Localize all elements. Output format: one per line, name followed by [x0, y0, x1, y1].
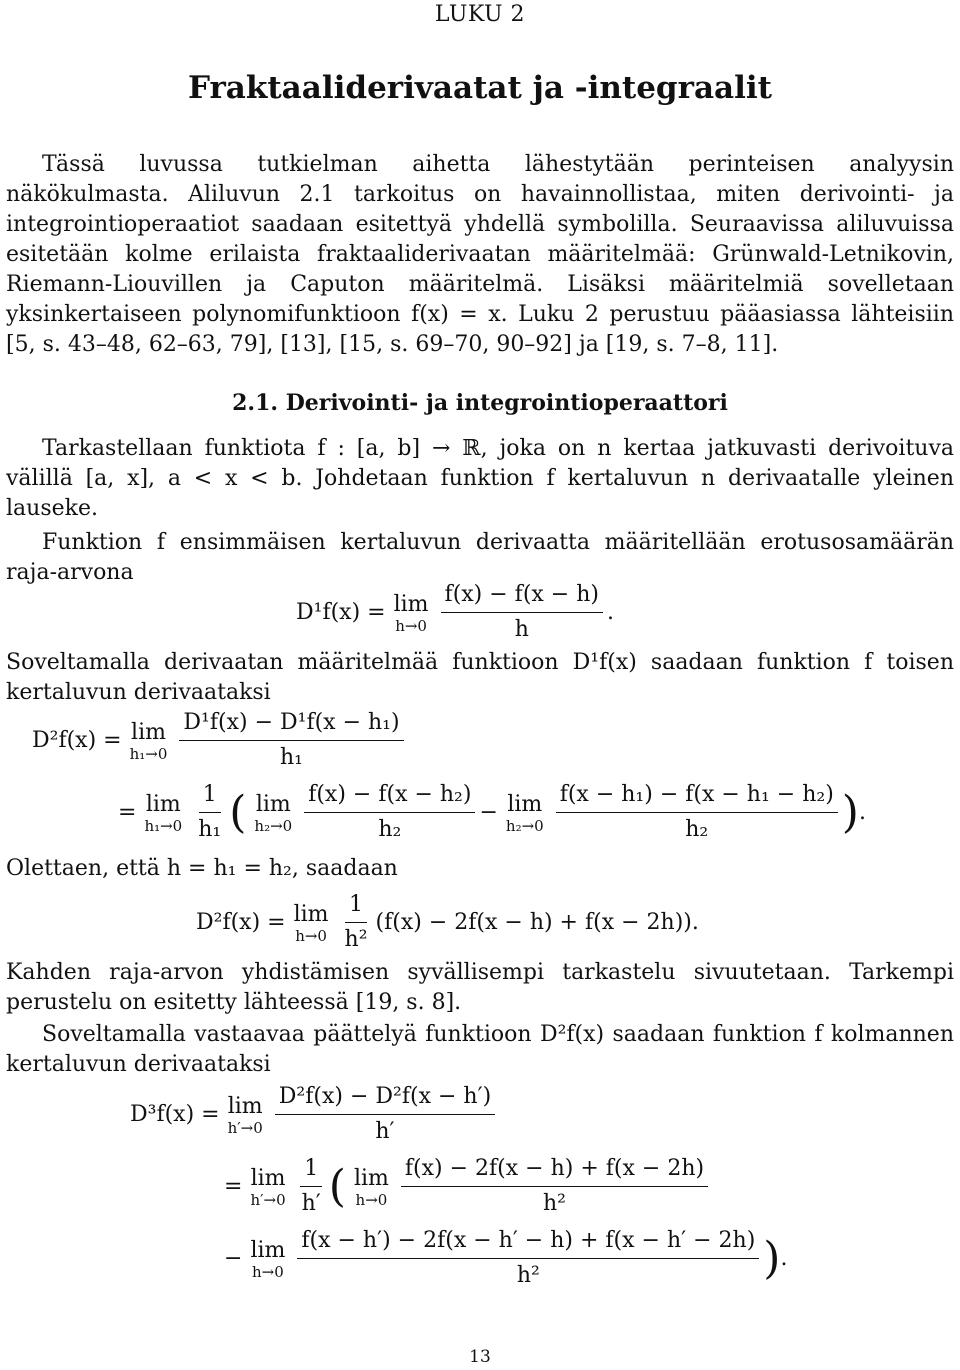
limit-operator	[294, 902, 329, 944]
section-paragraph-2: Funktion f ensimmäisen kertaluvun derivaatta määritellään erotusosamäärän raja-arvona	[6, 530, 954, 585]
numerator: f(x) − 2f(x − h) + f(x − 2h)	[401, 1154, 708, 1187]
eq-tail: .	[780, 1246, 788, 1271]
page-number: 13	[469, 1347, 491, 1367]
eq-lhs: D²f(x) =	[32, 728, 122, 753]
lim-word: lim	[293, 901, 329, 927]
section-paragraph-5: Kahden raja-arvon yhdistämisen syvällisempi tarkastelu sivuutetaan. Tarkempi perustelu on esitetty lähteessä [19, s. 8].	[6, 960, 954, 1015]
fraction	[401, 1154, 708, 1219]
limit-operator	[506, 792, 544, 834]
lim-subscript: h→0	[295, 926, 327, 945]
eq-sign: =	[118, 800, 137, 825]
eq-rhs: (f(x) − 2f(x − h) + f(x − 2h)).	[375, 910, 699, 935]
equation-second-derivative-combined	[196, 890, 699, 955]
limit-operator	[354, 1166, 389, 1208]
denominator: h₂	[685, 817, 709, 842]
equation-second-derivative-expanded	[118, 780, 866, 845]
fraction	[194, 780, 225, 845]
denominator: h₂	[378, 817, 402, 842]
fraction	[297, 1226, 759, 1291]
numerator: f(x) − f(x − h₂)	[304, 780, 475, 813]
numerator: f(x − h′) − 2f(x − h′ − h) + f(x − h′ − 2h)	[297, 1226, 759, 1259]
denominator: h₁	[280, 745, 303, 770]
lim-word: lim	[255, 791, 291, 817]
lim-subscript: h₁→0	[144, 816, 183, 835]
limit-operator	[250, 1166, 285, 1208]
fraction	[441, 580, 603, 645]
fraction	[298, 1154, 325, 1219]
section-paragraph-4: Olettaen, että h = h₁ = h₂, saadaan	[6, 856, 398, 881]
equation-first-derivative	[296, 580, 614, 645]
intro-paragraph: Tässä luvussa tutkielman aihetta lähestytään perinteisen analyysin näkökulmasta. Aliluvun 2.1 tarkoitus on havainnollistaa, miten derivointi- ja integrointioperaatiot saadaan esitettyä yhdellä symbolilla. Seuraavissa aliluvuissa esitetään kolme erilaista fraktaaliderivaatan määritelmää: Grünwald-Letnikovin, Riemann-Liouvillen ja Caputon määritelmä. Lisäksi määritelmiä sovelletaan yksinkertaiseen polynomifunktioon f(x) = x. Luku 2 perustuu pääasiassa lähteisiin [5, s. 43–48, 62–63, 79], [13], [15, s. 69–70, 90–92] ja [19, s. 7–8, 11].	[6, 152, 954, 357]
denominator: h′	[375, 1119, 395, 1144]
numerator: 1	[345, 890, 367, 923]
fraction	[304, 780, 475, 845]
section-paragraph-6: Soveltamalla vastaavaa päättelyä funktioon D²f(x) saadaan funktion f kolmannen kertaluvun derivaataksi	[6, 1022, 954, 1077]
denominator: h²	[542, 1191, 566, 1216]
lim-word: lim	[393, 591, 429, 617]
denominator: h²	[516, 1263, 540, 1288]
numerator: 1	[199, 780, 221, 813]
section-paragraph-1: Tarkastellaan funktiota f : [a, b] → ℝ, joka on n kertaa jatkuvasti derivoituva välillä [a, x], a < x < b. Johdetaan funktion f kertaluvun n derivaatalle yleinen lauseke.	[6, 436, 954, 521]
lim-word: lim	[145, 791, 181, 817]
numerator: 1	[300, 1154, 322, 1187]
open-paren: (	[229, 786, 247, 838]
lim-subscript: h₂→0	[254, 816, 293, 835]
close-paren: )	[763, 1232, 781, 1284]
open-paren: (	[328, 1160, 346, 1212]
limit-operator	[250, 1238, 285, 1280]
lim-subscript: h₁→0	[129, 744, 168, 763]
equation-second-derivative	[32, 708, 408, 773]
lim-word: lim	[507, 791, 543, 817]
eq-lhs: D²f(x) =	[196, 910, 286, 935]
numerator: D²f(x) − D²f(x − h′)	[275, 1082, 495, 1115]
limit-operator	[254, 792, 292, 834]
eq-lhs: D³f(x) =	[130, 1102, 220, 1127]
numerator: f(x) − f(x − h)	[441, 580, 603, 613]
section-paragraph-3: Soveltamalla derivaatan määritelmää funktioon D¹f(x) saadaan funktion f toisen kertaluvun derivaataksi	[6, 650, 954, 705]
running-head: LUKU 2	[434, 2, 526, 27]
limit-operator	[144, 792, 182, 834]
limit-operator	[130, 720, 168, 762]
lim-subscript: h′→0	[250, 1190, 286, 1209]
lim-subscript: h′→0	[227, 1118, 263, 1137]
equation-third-derivative	[130, 1082, 499, 1147]
equation-third-derivative-expanded	[224, 1154, 712, 1219]
lim-subscript: h→0	[355, 1190, 388, 1209]
chapter-title: Fraktaaliderivaatat ja -integraalit	[188, 70, 772, 106]
minus-sign: −	[479, 800, 498, 825]
numerator: f(x − h₁) − f(x − h₁ − h₂)	[556, 780, 838, 813]
eq-tail: .	[858, 800, 866, 825]
lim-word: lim	[227, 1093, 263, 1119]
minus-sign: −	[224, 1246, 243, 1271]
denominator: h₁	[198, 817, 222, 842]
denominator: h′	[301, 1191, 321, 1216]
fraction	[556, 780, 838, 845]
eq-tail: .	[607, 600, 614, 625]
lim-subscript: h→0	[395, 616, 427, 635]
denominator: h²	[344, 927, 368, 952]
lim-subscript: h→0	[252, 1262, 284, 1281]
close-paren: )	[841, 786, 859, 838]
lim-subscript: h₂→0	[505, 816, 544, 835]
numerator: D¹f(x) − D¹f(x − h₁)	[179, 708, 403, 741]
lim-word: lim	[353, 1165, 389, 1191]
eq-sign: =	[224, 1174, 243, 1199]
fraction	[341, 890, 372, 955]
lim-word: lim	[250, 1165, 286, 1191]
eq-lhs: D¹f(x) =	[296, 600, 386, 625]
fraction	[275, 1082, 495, 1147]
equation-third-derivative-second-term	[224, 1226, 787, 1291]
fraction	[179, 708, 403, 773]
lim-word: lim	[131, 719, 166, 745]
section-title: 2.1. Derivointi- ja integrointioperaattori	[232, 390, 728, 416]
limit-operator	[394, 592, 429, 634]
lim-word: lim	[250, 1237, 286, 1263]
denominator: h	[514, 617, 529, 642]
limit-operator	[228, 1094, 263, 1136]
